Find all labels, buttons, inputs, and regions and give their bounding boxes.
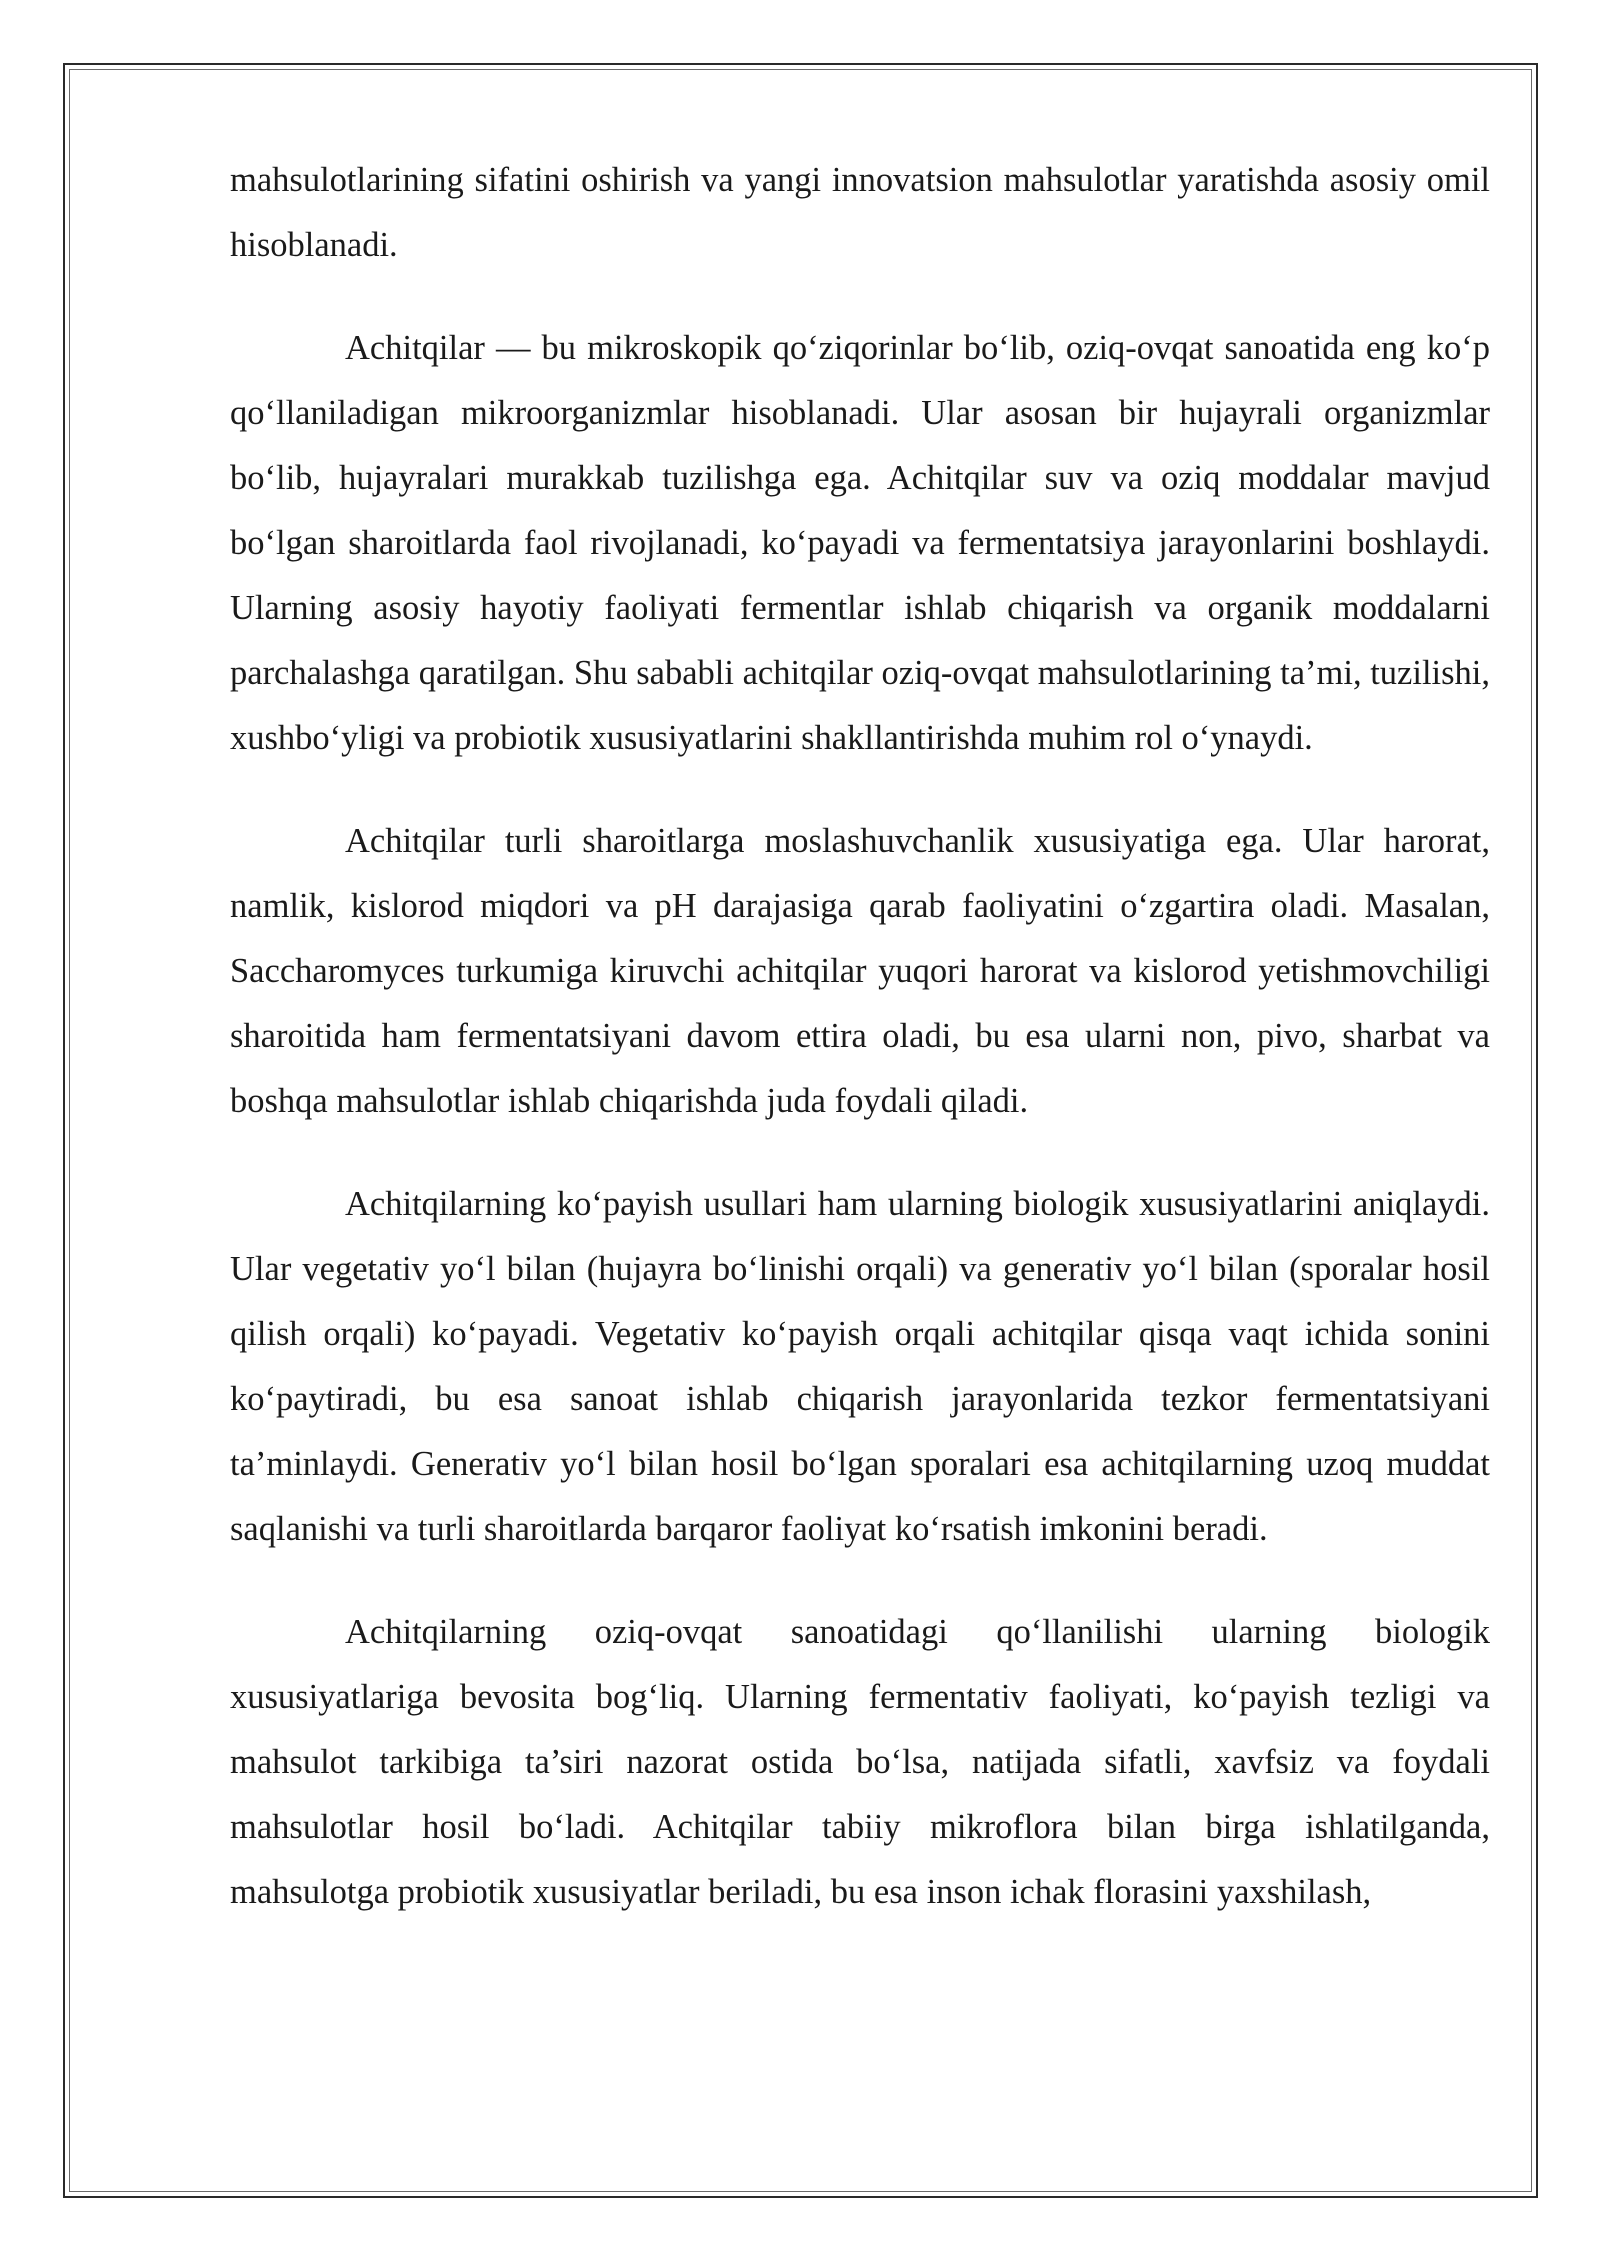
document-body xyxy=(230,148,1490,1963)
paragraph-yeast-reproduction: Achitqilarning ko‘payish usullari ham ularning biologik xususiyatlarini aniqlaydi. Ular vegetativ yo‘l bilan (hujayra bo‘linishi orqali) va generativ yo‘l bilan (sporalar hosil qilish orqali) ko‘payadi. Vegetativ ko‘payish orqali achitqilar qisqa vaqt ichida sonini ko‘paytiradi, bu esa sanoat ishlab chiqarish jarayonlarida tezkor fermentatsiyani ta’minlaydi. Generativ yo‘l bilan hosil bo‘lgan sporalari esa achitqilarning uzoq muddat saqlanishi va turli sharoitlarda barqaror faoliyat ko‘rsatish imkonini beradi. xyxy=(230,1185,1490,1548)
paragraph-yeast-application: Achitqilarning oziq-ovqat sanoatidagi qo‘llanilishi ularning biologik xususiyatlariga bevosita bog‘liq. Ularning fermentativ faoliyati, ko‘payish tezligi va mahsulot tarkibiga ta’siri nazorat ostida bo‘lsa, natijada sifatli, xavfsiz va foydali mahsulotlar hosil bo‘ladi. Achitqilar tabiiy mikroflora bilan birga ishlatilganda, mahsulotga probiotik xususiyatlar beriladi, bu esa inson ichak florasini yaxshilash, xyxy=(230,1613,1490,1911)
paragraph-continued: mahsulotlarining sifatini oshirish va yangi innovatsion mahsulotlar yaratishda asosiy omil hisoblanadi. xyxy=(230,161,1490,264)
paragraph-yeast-definition: Achitqilar — bu mikroskopik qo‘ziqorinlar bo‘lib, oziq-ovqat sanoatida eng ko‘p qo‘llaniladigan mikroorganizmlar hisoblanadi. Ular asosan bir hujayrali organizmlar bo‘lib, hujayralari murakkab tuzilishga ega. Achitqilar suv va oziq moddalar mavjud bo‘lgan sharoitlarda faol rivojlanadi, ko‘payadi va fermentatsiya jarayonlarini boshlaydi. Ularning asosiy hayotiy faoliyati fermentlar ishlab chiqarish va organik moddalarni parchalashga qaratilgan. Shu sababli achitqilar oziq-ovqat mahsulotlarining ta’mi, tuzilishi, xushbo‘yligi va probiotik xususiyatlarini shakllantirishda muhim rol o‘ynaydi. xyxy=(230,329,1490,757)
paragraph-yeast-adaptation: Achitqilar turli sharoitlarga moslashuvchanlik xususiyatiga ega. Ular harorat, namlik, kislorod miqdori va pH darajasiga qarab faoliyatini o‘zgartira oladi. Masalan, Saccharomyces turkumiga kiruvchi achitqilar yuqori harorat va kislorod yetishmovchiligi sharoitida ham fermentatsiyani davom ettira oladi, bu esa ularni non, pivo, sharbat va boshqa mahsulotlar ishlab chiqarishda juda foydali qiladi. xyxy=(230,822,1490,1120)
